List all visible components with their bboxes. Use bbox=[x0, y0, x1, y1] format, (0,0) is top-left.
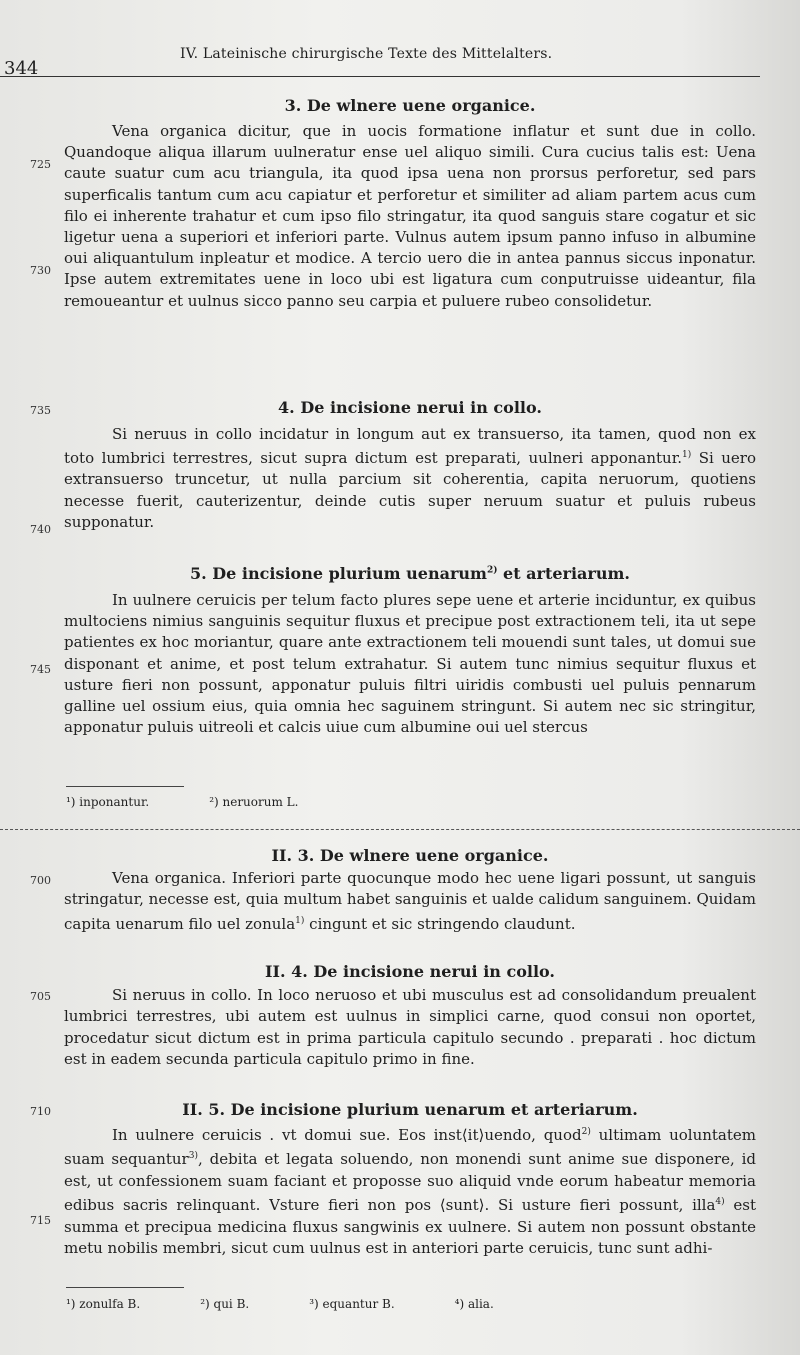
text-part: In uulnere ceruicis . vt domui sue. Eos inst⟨it⟩uendo, quod bbox=[112, 1126, 582, 1144]
line-number: 745 bbox=[30, 663, 51, 676]
section-ii-5-text bbox=[64, 1122, 756, 1259]
line-number: 700 bbox=[30, 874, 51, 887]
footnote: ³) equantur B. bbox=[309, 1297, 395, 1311]
line-number: 705 bbox=[30, 990, 51, 1003]
line-number: 725 bbox=[30, 158, 51, 171]
text-part: ultimam uoluntatem suam sequantur bbox=[64, 1126, 756, 1169]
line-number: 710 bbox=[30, 1105, 51, 1118]
section-ii-4-text bbox=[64, 985, 756, 1071]
line-number: 715 bbox=[30, 1214, 51, 1227]
footnote: ⁴) alia. bbox=[454, 1297, 494, 1311]
text-part: cingunt et sic stringendo claudunt. bbox=[304, 914, 576, 933]
footnote: ²) neruorum L. bbox=[209, 795, 299, 809]
page-number: 344 bbox=[4, 58, 39, 79]
section-divider bbox=[0, 829, 800, 830]
footnote-rule bbox=[66, 786, 184, 787]
section-title-3: 3. De wlnere uene organice. bbox=[284, 96, 536, 115]
section-title-5 bbox=[60, 564, 760, 583]
footnote-mark: 2) bbox=[486, 565, 498, 576]
footnotes-lower bbox=[66, 1297, 494, 1311]
running-title: IV. Lateinische chirurgische Texte des Mittelalters. bbox=[180, 46, 553, 62]
line-number: 735 bbox=[30, 404, 51, 417]
footnote-mark: 4) bbox=[715, 1197, 725, 1208]
text-part: Vena organica. Inferiori parte quocunque modo hec uene ligari possunt, ut sanguis stringatur, necesse est, quia multum habet sanguinis et ualde calidum sanguinem. Quidam capita uenarum filo uel zonula bbox=[64, 869, 756, 933]
paragraph: In uulnere ceruicis per telum facto plures sepe uene et arterie inciduntur, ex quibus multociens nimius sanguinis sequitur fluxus et precipue post extractionem teli, ita ut sepe patientes ex hoc moriantur, quare ante extractionem teli mouendi sunt tales, ut domui sue disponant et anime, et post telum extrahatur. Si autem tunc nimius sequitur fluxus et usture fieri non possunt, apponatur puluis filtri uiridis combusti uel puluis pennarum galline uel ossium eius, quia omnia hec saguinem stringunt. Si autem nec sic stringitur, apponatur puluis uitreoli et calcis uiue cum albumine oui uel stercus bbox=[64, 591, 756, 737]
footnotes-upper bbox=[66, 795, 298, 809]
footnote: ²) qui B. bbox=[200, 1297, 250, 1311]
title-part: et arteriarum. bbox=[497, 564, 630, 583]
text-part: est summa et precipua medicina fluxus sangwinis ex uulnere. Si autem non possunt obstante metu nobilis membri, sicut cum uulnus est in anteriori parte ceruicis, tunc sunt adhi- bbox=[64, 1196, 756, 1258]
footnote-mark: 1) bbox=[295, 915, 305, 926]
footnote: ¹) inponantur. bbox=[66, 795, 150, 809]
text-part: Si neruus in collo incidatur in longum aut ex transuerso, ita tamen, quod non ex toto lumbrici terrestres, sicut supra dictum est preparati, uulneri apponantur. bbox=[64, 425, 756, 468]
footnote-rule bbox=[66, 1287, 184, 1288]
section-title-4: 4. De incisione nerui in collo. bbox=[278, 398, 542, 417]
paragraph bbox=[64, 1122, 756, 1259]
footnote: ¹) zonulfa B. bbox=[66, 1297, 141, 1311]
section-title-ii-3: II. 3. De wlnere uene organice. bbox=[271, 846, 549, 865]
footnote-mark: 3) bbox=[188, 1151, 198, 1162]
footnote-mark: 1) bbox=[682, 450, 692, 461]
line-number: 730 bbox=[30, 264, 51, 277]
section-4-text bbox=[64, 424, 756, 533]
section-ii-3-text bbox=[64, 868, 756, 935]
section-title-ii-5: II. 5. De incisione plurium uenarum et arteriarum. bbox=[182, 1100, 638, 1119]
section-title-ii-4: II. 4. De incisione nerui in collo. bbox=[264, 962, 555, 981]
text-part: Si uero extransuerso truncetur, ut nulla parcium sit coherentia, capita neruorum, quotiens necesse fuerit, cauterizentur, deinde cutis super neruum suatur et puluis rubeus supponatur. bbox=[64, 449, 756, 531]
section-3-text bbox=[64, 121, 756, 312]
text-part: , debita et legata soluendo, non monendi sunt anime sue disponere, id est, ut confessionem suam faciant et proposse suo aliquid vnde eorum habeatur memoria edibus sacris relinquant. Vsture fieri non pos ⟨sunt⟩. Si usture fieri possunt, illa bbox=[64, 1150, 756, 1215]
section-5-text bbox=[64, 590, 756, 738]
header-rule bbox=[0, 76, 760, 77]
paragraph: Vena organica dicitur, que in uocis formatione inflatur et sunt due in collo. Quandoque aliqua illarum uulneratur ense uel aliquo simili. Cura cucius talis est: Uena caute suatur cum acu triangula, ita quod ipsa uena non prorsus perforetur, sed pars superficalis tantum cum acu capiatur et perforetur et similiter ad aliam partem acus cum filo ei inherente trahatur et cum ipso filo stringatur, ita quod sanguis stare cogatur et sic ligetur uena a superiori et inferiori parte. Vulnus autem ipsum panno infuso in albumine oui aliquantulum inpleatur et modice. A tercio uero die in antea pannus siccus inponatur. Ipse autem extremitates uene in loco ubi est ligatura cum conputruisse uideantur, fila remoueantur et uulnus sicco panno seu carpia et puluere rubeo consolidetur. bbox=[64, 122, 756, 310]
paragraph: Si neruus in collo. In loco neruoso et ubi musculus est ad consolidandum preualent lumbrici terrestres, ubi autem est uulnus in simplici carne, quod consui non oportet, procedatur sicut dictum est in prima particula capitulo secundo . preparati . hoc dictum est in eadem secunda particula capitulo primo in fine. bbox=[64, 986, 756, 1069]
title-part: 5. De incisione plurium uenarum bbox=[190, 564, 487, 583]
paragraph bbox=[64, 424, 756, 533]
line-number: 740 bbox=[30, 523, 51, 536]
paragraph bbox=[64, 868, 756, 935]
footnote-mark: 2) bbox=[581, 1127, 591, 1137]
